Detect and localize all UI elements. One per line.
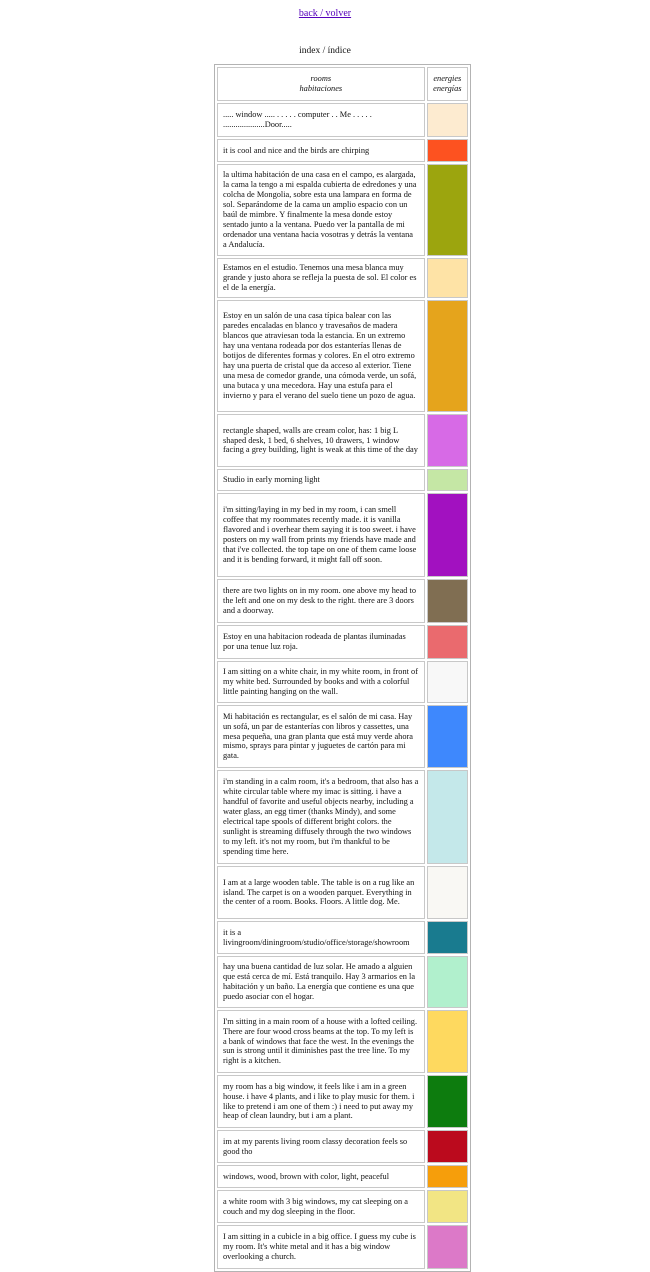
energy-color-fill: [428, 1166, 467, 1187]
rooms-column-header: [217, 67, 425, 101]
energy-color-fill: [428, 706, 467, 767]
room-description: it is cool and nice and the birds are chirping: [217, 139, 425, 162]
energies-header-en: energies: [433, 74, 462, 83]
energy-color-fill: [428, 922, 467, 953]
energies-header-es: energías: [433, 84, 462, 93]
room-description: i'm sitting/laying in my bed in my room, i can smell coffee that my roommates recently made. it is vanilla flavored and i overhear them saying it is too sweet. i have posters on my wall from prints my friends have made and that i've collected. the top tape on one of them came loose and it is bending forward, it might fall off soon.: [217, 493, 425, 577]
table-row: [217, 1190, 468, 1223]
table-row: [217, 103, 468, 137]
table-row: [217, 258, 468, 298]
energy-color-swatch: [427, 770, 468, 864]
table-row: [217, 661, 468, 703]
table-row: [217, 139, 468, 162]
energy-color-fill: [428, 301, 467, 411]
table-row: [217, 469, 468, 491]
energy-color-swatch: [427, 258, 468, 298]
table-row: [217, 300, 468, 412]
room-description: I am sitting on a white chair, in my white room, in front of my white bed. Surrounded by books and with a colorful little painting hanging on the wall.: [217, 661, 425, 703]
energy-color-swatch: [427, 866, 468, 919]
energy-color-fill: [428, 470, 467, 490]
room-description: there are two lights on in my room. one above my head to the left and one on my desk to the right. there are 3 doors and a doorway.: [217, 579, 425, 623]
energy-color-swatch: [427, 1190, 468, 1223]
energy-color-fill: [428, 867, 467, 918]
energy-color-fill: [428, 140, 467, 161]
table-row: [217, 414, 468, 467]
room-description: rectangle shaped, walls are cream color, has: 1 big L shaped desk, 1 bed, 6 shelves, 10 drawers, 1 window facing a grey building, light is weak at this time of the day: [217, 414, 425, 467]
page-title: index / índice: [299, 46, 351, 56]
room-description: la ultima habitación de una casa en el campo, es alargada, la cama la tengo a mi espalda cubierta de edredones y una colcha de Mongolia, sobre esta una lampara en forma de sol. Separándome de la cama un amplio espacio con un baúl de mimbre. Y finalmente la mesa donde estoy sentado junto a la ventana. Puedo ver la pantalla de mi ordenador una ventana hacia vosotras y detrás la ventana a Andalucía.: [217, 164, 425, 256]
table-row: [217, 1225, 468, 1269]
table-row: [217, 770, 468, 864]
back-link-container: [0, 8, 650, 19]
room-description: Studio in early morning light: [217, 469, 425, 491]
room-description: a white room with 3 big windows, my cat sleeping on a couch and my dog sleeping in the floor.: [217, 1190, 425, 1223]
energy-color-swatch: [427, 493, 468, 577]
table-row: [217, 1130, 468, 1163]
rooms-header-es: habitaciones: [299, 84, 343, 93]
table-header-row: [217, 67, 468, 101]
energy-color-fill: [428, 626, 467, 658]
energy-color-swatch: [427, 139, 468, 162]
energy-color-fill: [428, 415, 467, 466]
energy-color-swatch: [427, 661, 468, 703]
energies-column-header: [427, 67, 468, 101]
room-description: Mi habitación es rectangular, es el salón de mi casa. Hay un sofá, un par de estanterías con libros y cassettes, una mesa pequeña, una gran planta que está muy verde ahora mismo, sprays para pintar y juguetes de cartón para mi gata.: [217, 705, 425, 768]
energy-color-swatch: [427, 414, 468, 467]
table-row: [217, 921, 468, 954]
table-row: [217, 705, 468, 768]
table-row: [217, 579, 468, 623]
rooms-header-en: rooms: [310, 74, 332, 83]
energy-color-swatch: [427, 579, 468, 623]
table-row: [217, 164, 468, 256]
table-row: [217, 1075, 468, 1128]
table-row: [217, 493, 468, 577]
energy-color-fill: [428, 1011, 467, 1072]
rooms-table: [214, 64, 471, 1272]
room-description: Estamos en el estudio. Tenemos una mesa blanca muy grande y justo ahora se refleja la puesta de sol. El color es el de la energía.: [217, 258, 425, 298]
room-description: im at my parents living room classy decoration feels so good tho: [217, 1130, 425, 1163]
rooms-table-body: [217, 103, 468, 1269]
energy-color-swatch: [427, 469, 468, 491]
energy-color-swatch: [427, 921, 468, 954]
table-row: [217, 625, 468, 659]
room-description: ..... window ..... . . . . . computer . . Me . . . . . ....................Door.....: [217, 103, 425, 137]
energy-color-fill: [428, 104, 467, 136]
energy-color-fill: [428, 259, 467, 297]
energy-color-swatch: [427, 300, 468, 412]
energy-color-fill: [428, 1131, 467, 1162]
energy-color-fill: [428, 957, 467, 1007]
energy-color-swatch: [427, 1010, 468, 1073]
table-row: [217, 1010, 468, 1073]
energy-color-swatch: [427, 1130, 468, 1163]
energy-color-fill: [428, 1226, 467, 1268]
room-description: it is a livingroom/diningroom/studio/office/storage/showroom: [217, 921, 425, 954]
back-link[interactable]: back / volver: [298, 8, 352, 19]
room-description: windows, wood, brown with color, light, peaceful: [217, 1165, 425, 1188]
room-description: Estoy en una habitacion rodeada de plantas iluminadas por una tenue luz roja.: [217, 625, 425, 659]
room-description: I am at a large wooden table. The table is on a rug like an island. The carpet is on a wooden parquet. Everything in the center of a room. Books. Floors. A little dog. Me.: [217, 866, 425, 919]
energy-color-fill: [428, 1191, 467, 1222]
room-description: I'm sitting in a main room of a house with a lofted ceiling. There are four wood cross beams at the top. To my left is a bank of windows that face the west. In the evenings the sun is strong until it diminishes past the tree line. To my right is a kitchen.: [217, 1010, 425, 1073]
room-description: I am sitting in a cubicle in a big office. I guess my cube is my room. It's white metal and it has a big window overlooking a church.: [217, 1225, 425, 1269]
room-description: my room has a big window, it feels like i am in a green house. i have 4 plants, and i like to play music for them. i like to pretend i am one of them :) i need to put away my heap of clean laundry, but i am a plant.: [217, 1075, 425, 1128]
energy-color-swatch: [427, 705, 468, 768]
room-description: hay una buena cantidad de luz solar. He amado a alguien que está cerca de mí. Está tranquilo. Hay 3 armarios en la habitación y un baño. La energía que contiene es una que puedo asociar con el hogar.: [217, 956, 425, 1008]
energy-color-swatch: [427, 956, 468, 1008]
energy-color-fill: [428, 494, 467, 576]
table-row: [217, 866, 468, 919]
energy-color-swatch: [427, 1165, 468, 1188]
energy-color-swatch: [427, 164, 468, 256]
room-description: i'm standing in a calm room, it's a bedroom, that also has a white circular table where my imac is sitting. i have a handful of favorite and useful objects nearby, including a water glass, an egg timer (thanks Mindy), and some electrical tape spools of different bright colors. the sunlight is streaming diffusely through the two windows to my left. it's not my room, but i'm thankful to be spending time here.: [217, 770, 425, 864]
room-description: Estoy en un salón de una casa típica balear con las paredes encaladas en blanco y travesaños de madera blancos que atraviesan toda la estancia. En un extremo hay una ventana rodeada por dos estanterías llenas de botijos de diferentes formas y colores. En el otro extremo hay una puerta de cristal que da acceso al exterior. Tiene una mesa de comedor grande, una cómoda verde, un sofá, una butaca y una mecedora. Hay una estufa para el invierno y para el verano del suelo tiene un pozo de agua.: [217, 300, 425, 412]
energy-color-fill: [428, 165, 467, 255]
energy-color-fill: [428, 1076, 467, 1127]
energy-color-swatch: [427, 1075, 468, 1128]
energy-color-fill: [428, 771, 467, 863]
table-row: [217, 956, 468, 1008]
energy-color-swatch: [427, 103, 468, 137]
energy-color-fill: [428, 662, 467, 702]
table-row: [217, 1165, 468, 1188]
energy-color-swatch: [427, 1225, 468, 1269]
energy-color-fill: [428, 580, 467, 622]
energy-color-swatch: [427, 625, 468, 659]
